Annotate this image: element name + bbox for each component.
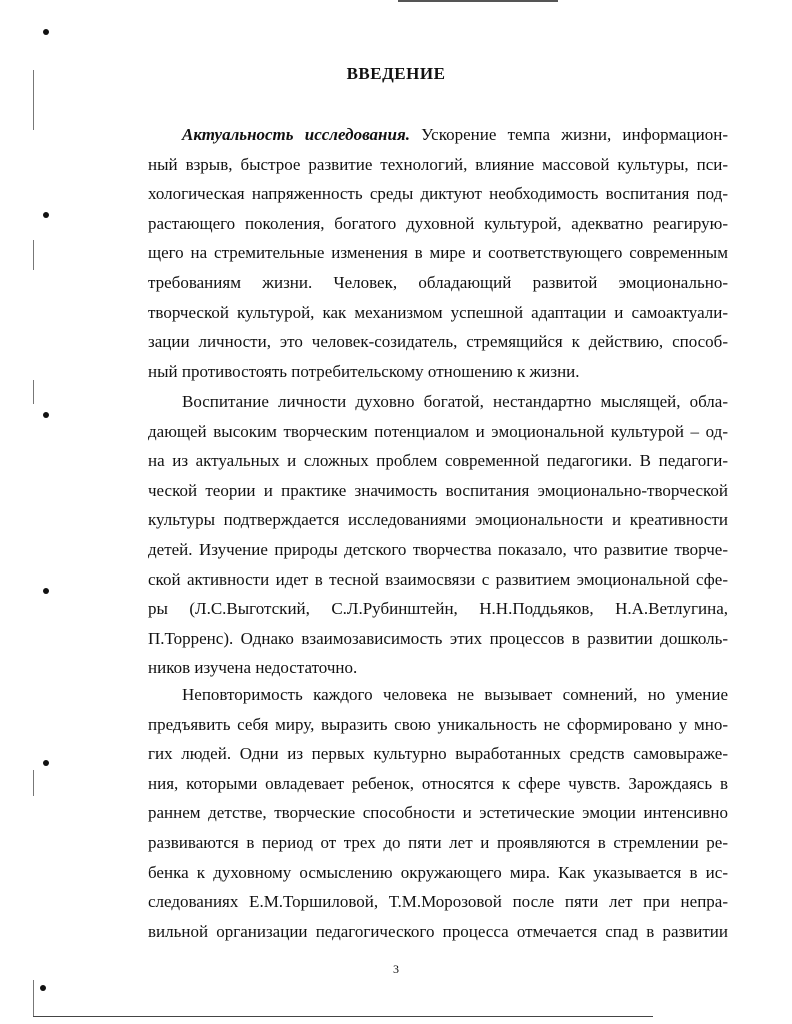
binder-hole-mark (43, 760, 49, 766)
scan-edge-left (33, 770, 34, 796)
paragraph-line: гих людей. Одни из первых культурно выработанных средств самовыраже- (148, 744, 728, 764)
paragraph-line: вильной организации педагогического процесса отмечается спад в развитии (148, 921, 728, 941)
paragraph-relevance (148, 120, 728, 386)
scan-edge-left (33, 380, 34, 404)
paragraph-line: ния, которыми овладевает ребенок, относятся к сфере чувств. Зарождаясь в (148, 773, 728, 793)
paragraph-line: следованиях Е.М.Торшиловой, Т.М.Морозовой после пяти лет при непра- (148, 892, 728, 912)
scan-edge-bottom (33, 1016, 653, 1017)
paragraph-line: ры (Л.С.Выготский, С.Л.Рубинштейн, Н.Н.Поддьяков, Н.А.Ветлугина, (148, 599, 728, 619)
paragraph-line: ческой теории и практике значимость воспитания эмоционально-творческой (148, 480, 728, 500)
paragraph-line: дающей высоким творческим потенциалом и эмоциональной культурой – од- (148, 421, 728, 441)
binder-hole-mark (43, 588, 49, 594)
paragraph-line: предъявить себя миру, выразить свою уникальность не сформировано у мно- (148, 714, 728, 734)
paragraph-lead: Актуальность исследования. (182, 125, 410, 144)
paragraph-line: зации личности, это человек-созидатель, стремящийся к действию, способ- (148, 332, 728, 352)
paragraph-upbringing (148, 387, 728, 683)
paragraph-line: щего на стремительные изменения в мире и соответствующего современным (148, 243, 728, 263)
paragraph-line: Воспитание личности духовно богатой, нестандартно мыслящей, обла- (182, 392, 728, 411)
binder-hole-mark (43, 412, 49, 418)
binder-hole-mark (40, 985, 46, 991)
binder-hole-mark (43, 29, 49, 35)
paragraph-line: П.Торренс). Однако взаимозависимость этих процессов в развитии дошколь- (148, 628, 728, 648)
paragraph-line: развиваются в период от трех до пяти лет и проявляются в стремлении ре- (148, 832, 728, 852)
paragraph-line: растающего поколения, богатого духовной культурой, адекватно реагирую- (148, 213, 728, 233)
scan-edge-top (398, 0, 558, 2)
page-title: ВВЕДЕНИЕ (346, 64, 446, 83)
paragraph-line: детей. Изучение природы детского творчества показало, что развитие творче- (148, 539, 728, 559)
paragraph-line: культуры подтверждается исследованиями эмоциональности и креативности (148, 510, 728, 530)
paragraph-line: ный противостоять потребительскому отношению к жизни. (148, 361, 580, 381)
paragraph-line: творческой культурой, как механизмом успешной адаптации и самоактуали- (148, 302, 728, 322)
paragraph-line: бенка к духовному осмыслению окружающего мира. Как указывается в ис- (148, 862, 728, 882)
paragraph-line: Неповторимость каждого человека не вызывает сомнений, но умение (182, 685, 728, 704)
page-number: 3 (393, 962, 399, 976)
paragraph-line: на из актуальных и сложных проблем современной педагогики. В педагоги- (148, 451, 728, 471)
paragraph-line: ников изучена недостаточно. (148, 658, 358, 678)
paragraph-line: раннем детстве, творческие способности и эстетические эмоции интенсивно (148, 803, 728, 823)
paragraph-uniqueness (148, 680, 728, 946)
binder-hole-mark (43, 212, 49, 218)
scan-edge-left (33, 240, 34, 270)
paragraph-line: требованиям жизни. Человек, обладающий развитой эмоционально- (148, 272, 728, 292)
scan-edge-left (33, 980, 34, 1016)
paragraph-line: ской активности идет в тесной взаимосвязи с развитием эмоциональной сфе- (148, 569, 728, 589)
paragraph-line: Актуальность исследования. Ускорение темпа жизни, информацион- (182, 125, 728, 144)
paragraph-line: хологическая напряженность среды диктуют необходимость воспитания под- (148, 184, 728, 204)
paragraph-line: ный взрыв, быстрое развитие технологий, влияние массовой культуры, пси- (148, 154, 728, 174)
